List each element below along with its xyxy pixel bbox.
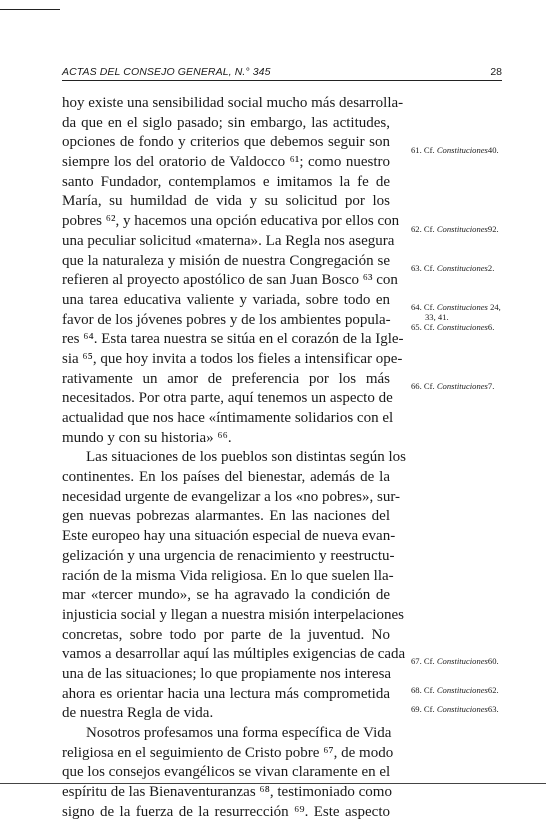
note-source: Constituciones xyxy=(436,656,488,666)
body-line: rativamente un amor de preferencia por los más xyxy=(62,370,390,387)
note-location: 92. xyxy=(487,224,499,234)
note-number: 68. xyxy=(411,685,422,695)
note-cf: Cf. xyxy=(423,704,435,714)
bottom-edge-rule xyxy=(0,783,546,784)
note-location: 62. xyxy=(487,685,499,695)
body-line: da que en el siglo pasado; sin embargo, las actitudes, xyxy=(62,114,390,131)
note-cf: Cf. xyxy=(423,145,435,155)
body-line: de nuestra Regla de vida. xyxy=(62,705,214,722)
body-line: favor de los jóvenes pobres y de los ambientes popula- xyxy=(62,311,391,328)
body-line: Las situaciones de los pueblos son distintas según los xyxy=(86,449,406,466)
note-location: 40. xyxy=(487,145,499,155)
note-cf: Cf. xyxy=(423,224,435,234)
note-source: Constituciones xyxy=(436,322,488,332)
body-line: mar «tercer mundo», se ha agravado la condición de xyxy=(62,587,390,604)
footnote-66 xyxy=(411,381,541,391)
body-line: necesidad urgente de evangelizar a los «no pobres», sur- xyxy=(62,488,401,505)
note-source: Constituciones xyxy=(436,704,488,714)
body-line: que los consejos evangélicos se vivan claramente en el xyxy=(62,764,391,781)
body-line: pobres ⁶², y hacemos una opción educativa por ellos con xyxy=(62,213,400,230)
note-location: 24, xyxy=(490,302,501,312)
note-number: 69. xyxy=(411,704,422,714)
note-source: Constituciones xyxy=(436,381,488,391)
note-cf: Cf. xyxy=(423,685,435,695)
body-line: opciones de fondo y criterios que debemos seguir son xyxy=(62,134,390,151)
running-header xyxy=(62,64,502,81)
footnote-64 xyxy=(411,302,541,322)
note-source: Constituciones xyxy=(436,224,488,234)
body-line: Este europeo hay una situación especial de nueva evan- xyxy=(62,528,396,545)
note-location: 2. xyxy=(487,263,495,273)
body-line: refieren al proyecto apostólico de san Juan Bosco ⁶³ con xyxy=(62,272,398,289)
footnote-68 xyxy=(411,685,541,695)
page-number: 28 xyxy=(490,66,502,78)
note-number: 63. xyxy=(411,263,422,273)
body-text xyxy=(62,94,406,822)
footnote-62 xyxy=(411,224,541,234)
footnote-61 xyxy=(411,145,541,155)
body-line: una peculiar solicitud «materna». La Regla nos asegura xyxy=(62,232,395,249)
footnote-65 xyxy=(411,322,541,332)
note-source: Constituciones xyxy=(436,145,488,155)
body-line: ración de la misma Vida religiosa. En lo que suelen lla- xyxy=(62,567,394,584)
note-source: Constituciones xyxy=(436,302,488,312)
body-line: mundo y con su historia» ⁶⁶. xyxy=(62,429,232,446)
note-number: 64. xyxy=(411,302,422,312)
note-location: 63. xyxy=(487,704,499,714)
body-line: santo Fundador, contemplamos e imitamos la fe de xyxy=(62,173,390,190)
note-number: 62. xyxy=(411,224,422,234)
body-line: continentes. En los países del bienestar, además de la xyxy=(62,469,390,486)
body-line: que la naturaleza y misión de nuestra Congregación se xyxy=(62,252,390,269)
note-location: 60. xyxy=(487,656,499,666)
body-line: concretas, sobre todo por parte de la juventud. No xyxy=(62,626,390,643)
top-rule xyxy=(0,9,60,10)
note-number: 67. xyxy=(411,656,422,666)
note-number: 61. xyxy=(411,145,422,155)
footnote-69 xyxy=(411,704,541,714)
body-line: gelización y una urgencia de renacimiento y reestructu- xyxy=(62,547,395,564)
note-location: 7. xyxy=(487,381,495,391)
note-location: 6. xyxy=(487,322,495,332)
body-line: vamos a desarrollar aquí las múltiples exigencias de cada xyxy=(62,646,406,663)
body-line: una de las situaciones; lo que propiamente nos interesa xyxy=(62,665,392,682)
body-line: siempre los del oratorio de Valdocco ⁶¹; como nuestro xyxy=(62,154,390,171)
note-cf: Cf. xyxy=(423,656,435,666)
footnote-67 xyxy=(411,656,541,666)
body-line: hoy existe una sensibilidad social mucho más desarrolla- xyxy=(62,95,404,111)
body-line: María, su humildad de vida y su solicitud por los xyxy=(62,193,390,210)
note-cf: Cf. xyxy=(423,263,435,273)
body-line: signo de la fuerza de la resurrección ⁶⁹. Este aspecto xyxy=(62,803,390,820)
note-continuation: 33, 41. xyxy=(425,312,449,322)
body-line: una tarea educativa valiente y variada, sobre todo en xyxy=(62,291,390,308)
body-line: espíritu de las Bienaventuranzas ⁶⁸, testimoniado como xyxy=(62,784,392,801)
body-line: res ⁶⁴. Esta tarea nuestra se sitúa en el corazón de la Igle- xyxy=(62,331,404,348)
note-source: Constituciones xyxy=(436,685,488,695)
note-cf: Cf. xyxy=(423,381,435,391)
note-cf: Cf. xyxy=(423,302,435,312)
body-line: gen nuevas pobrezas alarmantes. En las naciones del xyxy=(62,508,390,525)
note-number: 66. xyxy=(411,381,422,391)
body-line: necesitados. Por otra parte, aquí tenemos un aspecto de xyxy=(62,390,393,407)
note-cf: Cf. xyxy=(423,322,435,332)
running-title: ACTAS DEL CONSEJO GENERAL, N.° 345 xyxy=(62,66,271,78)
body-line: sia ⁶⁵, que hoy invita a todos los fieles a intensificar ope- xyxy=(62,350,403,367)
body-line: religiosa en el seguimiento de Cristo pobre ⁶⁷, de modo xyxy=(62,744,394,761)
body-line: actualidad que nos hace «íntimamente solidarios con el xyxy=(62,410,394,426)
body-line: Nosotros profesamos una forma específica de Vida xyxy=(86,725,392,741)
footnote-63 xyxy=(411,263,541,273)
note-number: 65. xyxy=(411,322,422,332)
body-line: ahora es orientar hacia una lectura más comprometida xyxy=(62,685,390,702)
note-source: Constituciones xyxy=(436,263,488,273)
body-line: injusticia social y llegan a nuestra misión interpelaciones xyxy=(62,606,404,623)
